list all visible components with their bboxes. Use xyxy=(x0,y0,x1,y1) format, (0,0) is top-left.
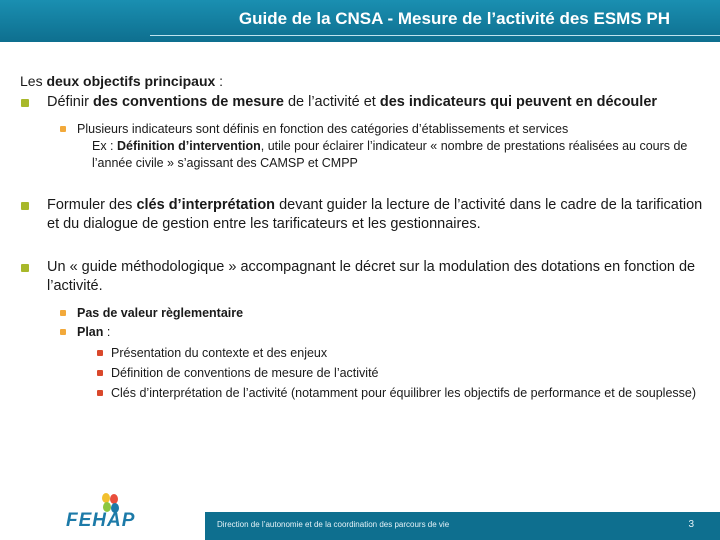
objective-3 xyxy=(20,258,710,296)
title-underline xyxy=(150,35,720,36)
fehap-logo xyxy=(66,492,136,538)
objective-1-sub-text: Plusieurs indicateurs sont définis en fonction des catégories d’établissements et services xyxy=(77,122,569,136)
plan-item xyxy=(20,345,710,361)
objective-2-bold: clés d’interprétation xyxy=(136,197,276,213)
bullet-icon xyxy=(97,370,103,376)
slide-content xyxy=(20,72,710,401)
header-bar xyxy=(0,0,720,42)
plan-colon: : xyxy=(103,325,111,339)
objective-1-bold-a: des conventions de mesure xyxy=(92,94,284,110)
example-text: , utile pour éclairer l’indicateur « nombre de prestations réalisées au cours de l’année civile » s’agissant des CAMSP et CMPP xyxy=(92,139,688,170)
page-number: 3 xyxy=(688,519,694,530)
bullet-icon xyxy=(21,202,29,210)
objective-3-text: Un « guide méthodologique » accompagnant le décret sur la modulation des dotations en fonction de l’activité. xyxy=(47,259,696,294)
example-prefix: Ex : xyxy=(92,139,118,153)
plan-item xyxy=(20,385,710,401)
objective-1-example xyxy=(20,138,710,172)
objective-1-sub xyxy=(20,121,710,138)
slide-title: Guide de la CNSA - Mesure de l’activité des ESMS PH xyxy=(238,9,670,28)
objective-1-bold-b: des indicateurs qui peuvent en découler xyxy=(379,94,658,110)
intro-prefix: Les xyxy=(20,73,47,89)
objective-2-text-a: Formuler des xyxy=(47,197,137,213)
bullet-icon xyxy=(21,99,29,107)
plan-label: Plan xyxy=(77,325,104,339)
objective-3-sub-2 xyxy=(20,324,710,341)
objective-3-sub-1 xyxy=(20,305,710,322)
example-bold: Définition d’intervention xyxy=(117,139,261,153)
intro-suffix: : xyxy=(215,73,224,89)
logo-text: FEHAP xyxy=(66,510,136,531)
intro-bold: deux objectifs principaux xyxy=(46,73,216,89)
plan-item-text: Définition de conventions de mesure de l’activité xyxy=(111,366,379,380)
plan-item xyxy=(20,365,710,381)
objective-1 xyxy=(20,93,710,112)
footer-bar xyxy=(205,512,720,540)
plan-item-text: Présentation du contexte et des enjeux xyxy=(111,346,328,360)
plan-item-text: Clés d’interprétation de l’activité (notamment pour équilibrer les objectifs de performance et de souplesse) xyxy=(111,386,697,400)
footer-text: Direction de l’autonomie et de la coordination des parcours de vie xyxy=(217,520,450,529)
objective-1-text-a: Définir xyxy=(47,94,93,110)
intro-line xyxy=(20,72,710,90)
bullet-icon xyxy=(60,329,66,335)
objective-1-text-b: de l’activité et xyxy=(283,94,380,110)
objective-2-text-b: devant guider la lecture de l’activité dans le cadre de la tarification et du dialogue de gestion entre les tarificateurs et les gestionnaires. xyxy=(47,197,703,232)
bullet-icon xyxy=(97,390,103,396)
no-regulatory-value: Pas de valeur règlementaire xyxy=(77,306,244,320)
objective-2 xyxy=(20,196,710,234)
bullet-icon xyxy=(97,350,103,356)
bullet-icon xyxy=(60,126,66,132)
bullet-icon xyxy=(21,264,29,272)
bullet-icon xyxy=(60,310,66,316)
